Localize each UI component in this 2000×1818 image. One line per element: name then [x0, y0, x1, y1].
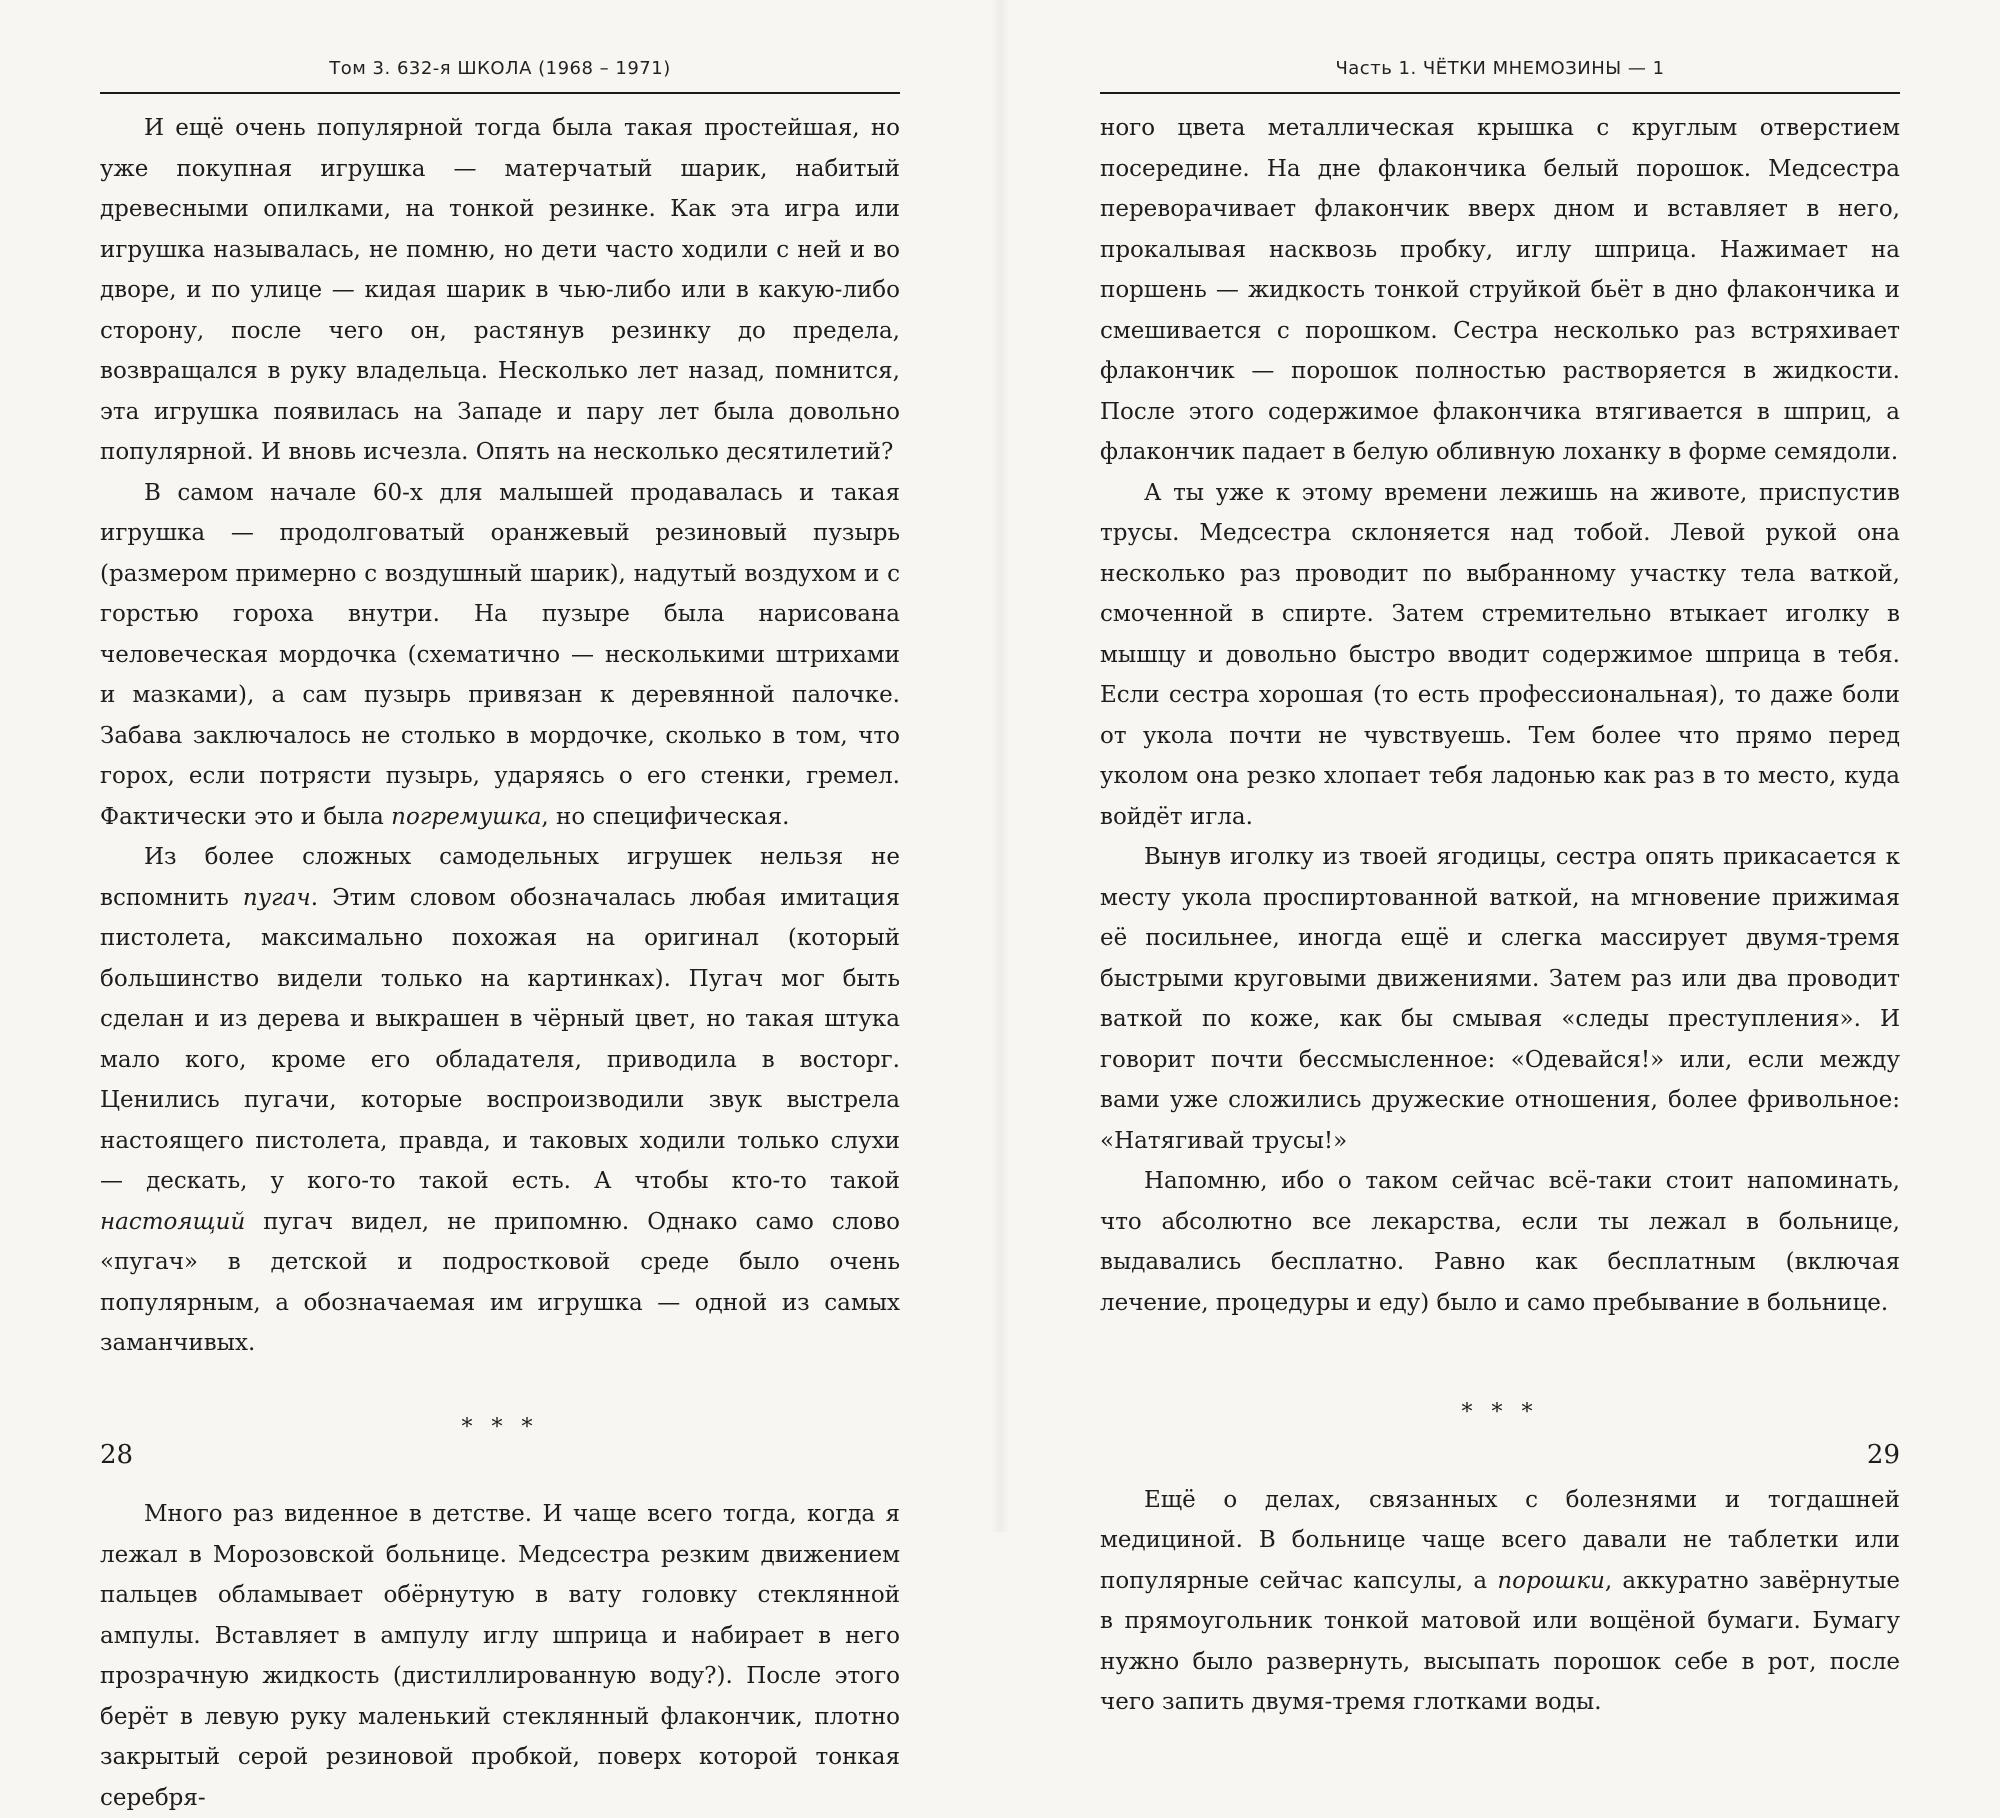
- paragraph: А ты уже к этому времени лежишь на животе, приспустив трусы. Медсестра склоняется над тобой. Левой рукой она несколько раз проводит по выбранному участку тела ваткой, смоченной в спирте. Затем стремительно втыкает иголку в мышцу и довольно быстро вводит содержимое шприца в тебя. Если сестра хорошая (то есть профессиональная), то даже боли от укола почти не чувствуешь. Тем более что прямо перед уколом она резко хлопает тебя ладонью как раз в то место, куда войдёт игла.: [1100, 479, 1900, 830]
- page-number: 28: [100, 1440, 134, 1470]
- paragraph: Напомню, ибо о таком сейчас всё-таки стоит напоминать, что абсолютно все лекарства, если ты лежал в больнице, выдавались бесплатно. Равно как бесплатным (включая лечение, процедуры и еду) было и само пребывание в больнице.: [1100, 1168, 1900, 1316]
- right-body-text: [1100, 108, 1900, 1723]
- right-header-rule: [1100, 92, 1900, 94]
- section-separator: * * *: [461, 1414, 539, 1440]
- right-page: [1100, 0, 1900, 1715]
- page-number: 29: [1866, 1440, 1900, 1470]
- italic-term: пугач: [242, 884, 311, 911]
- paragraph: Вынув иголку из твоей ягодицы, сестра опять прикасается к месту укола проспиртованной ваткой, на мгновение прижимая её посильнее, иногда ещё и слегка массирует двумя-тремя быстрыми круговыми движениями. Затем раз или два проводит ваткой по коже, как бы смывая «следы преступления». И говорит почти бессмысленное: «Одевайся!» или, если между вами уже сложились дружеские отношения, более фривольное: «Натягивай трусы!»: [1100, 844, 1900, 1154]
- paragraph: Из более сложных самодельных игрушек нельзя не вспомнить пугач. Этим словом обозначалась любая имитация пистолета, максимально похожая на оригинал (который большинство видели только на картинках). Пугач мог быть сделан и из дерева и выкрашен в чёрный цвет, но такая штука мало кого, кроме его обладателя, приводила в восторг. Ценились пугачи, которые воспроизводили звук выстрела настоящего пистолета, правда, и таковых ходили только слухи — дескать, у кого-то такой есть. А чтобы кто-то такой настоящий пугач видел, не припомню. Однако само слово «пугач» в детской и подростковой среде было очень популярным, а обозначаемая им игрушка — одной из самых заманчивых.: [100, 844, 901, 1356]
- italic-term: настоящий: [100, 1208, 246, 1235]
- left-body-text: [100, 108, 900, 1818]
- italic-term: погремушка: [391, 803, 542, 830]
- right-running-header: Часть 1. ЧЁТКИ МНЕМОЗИНЫ — 1: [1335, 58, 1665, 79]
- section-separator: * * *: [1461, 1400, 1539, 1425]
- left-header-rule: [100, 92, 900, 94]
- paragraph: Ещё о делах, связанных с болезнями и тогдашней медициной. В больнице чаще всего давали не таблетки или популярные сейчас капсулы, а порошки, аккуратно завёрнутые в прямоугольник тонкой матовой или вощёной бумаги. Бумагу нужно было развернуть, высыпать порошок себе в рот, после чего запить двумя-тремя глотками воды.: [1100, 1486, 1900, 1715]
- italic-term: порошки: [1497, 1567, 1605, 1594]
- book-gutter: [990, 0, 1010, 1532]
- paragraph: В самом начале 60-х для малышей продавалась и такая игрушка — продолговатый оранжевый резиновый пузырь (размером примерно с воздушный шарик), надутый воздухом и с горстью гороха внутри. На пузыре была нарисована человеческая мордочка (схематично — несколькими штрихами и мазками), а сам пузырь привязан к деревянной палочке. Забава заключалось не столько в мордочке, сколько в том, что горох, если потрясти пузырь, ударяясь о его стенки, гремел. Фактически это и была погремушка, но специфическая.: [100, 479, 900, 830]
- paragraph: ного цвета металлическая крышка с круглым отверстием посередине. На дне флакончика белый порошок. Медсестра переворачивает флакончик вверх дном и вставляет в него, прокалывая насквозь пробку, иглу шприца. Нажимает на поршень — жидкость тонкой струйкой бьёт в дно флакончика и смешивается с порошком. Сестра несколько раз встряхивает флакончик — порошок полностью растворяется в жидкости. После этого содержимое флакончика втягивается в шприц, а флакончик падает в белую обливную лоханку в форме семядоли.: [1100, 115, 1900, 465]
- paragraph: И ещё очень популярной тогда была такая простейшая, но уже покупная игрушка — матерчатый шарик, набитый древесными опилками, на тонкой резинке. Как эта игра или игрушка называлась, не помню, но дети часто ходили с ней и во дворе, и по улице — кидая шарик в чью-либо или в какую-либо сторону, после чего он, растянув резинку до предела, возвращался в руку владельца. Несколько лет назад, помнится, эта игрушка появилась на Западе и пару лет была довольно популярной. И вновь исчезла. Опять на несколько десятилетий?: [100, 115, 900, 465]
- left-page: [100, 0, 901, 1811]
- paragraph: Много раз виденное в детстве. И чаще всего тогда, когда я лежал в Морозовской больнице. Медсестра резким движением пальцев обламывает обёрнутую в вату головку стеклянной ампулы. Вставляет в ампулу иглу шприца и набирает в него прозрачную жидкость (дистиллированную воду?). После этого берёт в левую руку маленький стеклянный флакончик, плотно закрытый серой резиновой пробкой, поверх которой тонкая серебря-: [100, 1501, 900, 1811]
- left-running-header: Том 3. 632-я ШКОЛА (1968 – 1971): [329, 58, 671, 79]
